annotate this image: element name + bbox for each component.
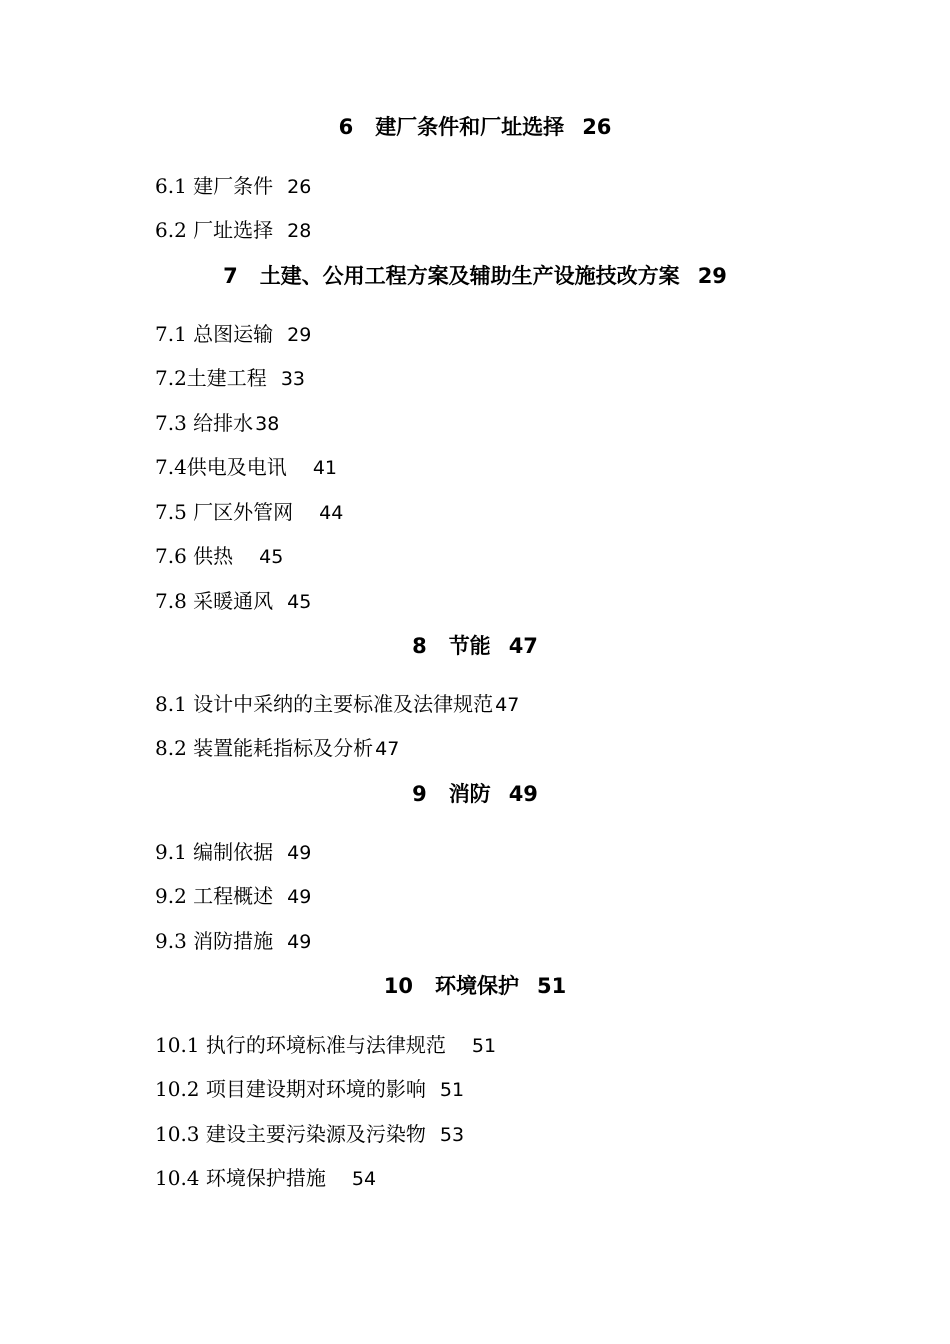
heading-page-number: 29 [697, 264, 727, 288]
heading-number: 10 [383, 974, 413, 998]
entry-label: 10.3 建设主要污染源及污染物 [155, 1122, 426, 1146]
toc-heading-10[interactable] [0, 971, 950, 1001]
entry-page-number: 33 [280, 368, 305, 390]
entry-page-number: 45 [287, 591, 312, 613]
entry-page-number: 26 [287, 176, 312, 198]
heading-page-number: 51 [537, 974, 567, 998]
toc-entry-7-5[interactable] [155, 498, 343, 527]
entry-page-number: 44 [319, 502, 344, 524]
entry-page-number: 54 [351, 1168, 377, 1190]
entry-page-number: 38 [255, 413, 280, 435]
toc-entry-8-2[interactable] [155, 734, 399, 763]
toc-entry-6-2[interactable] [155, 216, 311, 245]
entry-page-number: 49 [287, 842, 312, 864]
toc-entry-7-2[interactable] [155, 364, 305, 393]
heading-title: 节能 [448, 634, 491, 658]
entry-label: 10.1 执行的环境标准与法律规范 [155, 1033, 446, 1057]
toc-heading-6[interactable] [0, 112, 950, 142]
toc-heading-8[interactable] [0, 631, 950, 661]
toc-entry-10-2[interactable] [155, 1075, 464, 1104]
toc-entry-7-4[interactable] [155, 453, 337, 482]
entry-page-number: 28 [287, 220, 312, 242]
entry-label: 10.2 项目建设期对环境的影响 [155, 1077, 426, 1101]
heading-title: 土建、公用工程方案及辅助生产设施技改方案 [259, 264, 680, 288]
entry-label: 7.5 厂区外管网 [155, 500, 294, 524]
heading-title: 建厂条件和厂址选择 [375, 115, 565, 139]
heading-title: 环境保护 [435, 974, 519, 998]
toc-heading-9[interactable] [0, 779, 950, 809]
entry-label: 8.1 设计中采纳的主要标准及法律规范 [155, 692, 494, 716]
toc-entry-10-3[interactable] [155, 1120, 464, 1149]
entry-page-number: 47 [495, 694, 520, 716]
heading-number: 9 [412, 782, 427, 806]
entry-label: 10.4 环境保护措施 [155, 1166, 326, 1190]
entry-label: 9.3 消防措施 [155, 929, 274, 953]
entry-label: 9.1 编制依据 [155, 840, 274, 864]
entry-label: 7.8 采暖通风 [155, 589, 274, 613]
entry-label: 7.2土建工程 [155, 366, 267, 390]
entry-page-number: 51 [439, 1079, 465, 1101]
entry-label: 6.2 厂址选择 [155, 218, 274, 242]
toc-entry-10-4[interactable] [155, 1164, 376, 1193]
entry-page-number: 41 [312, 457, 337, 479]
toc-entry-7-8[interactable] [155, 587, 311, 616]
entry-page-number: 45 [259, 546, 284, 568]
entry-page-number: 53 [439, 1124, 465, 1146]
entry-label: 7.3 给排水 [155, 411, 254, 435]
toc-entry-10-1[interactable] [155, 1031, 496, 1060]
heading-number: 6 [338, 115, 354, 139]
entry-page-number: 51 [471, 1035, 497, 1057]
heading-page-number: 47 [508, 634, 538, 658]
toc-entry-7-1[interactable] [155, 320, 311, 349]
heading-title: 消防 [448, 782, 491, 806]
entry-page-number: 47 [375, 738, 400, 760]
entry-page-number: 49 [287, 931, 312, 953]
heading-number: 8 [412, 634, 427, 658]
toc-entry-8-1[interactable] [155, 690, 519, 719]
toc-heading-7[interactable] [0, 261, 950, 291]
entry-page-number: 49 [287, 886, 312, 908]
entry-label: 7.6 供热 [155, 544, 234, 568]
toc-entry-9-2[interactable] [155, 882, 311, 911]
entry-label: 7.1 总图运输 [155, 322, 274, 346]
heading-page-number: 26 [582, 115, 612, 139]
entry-page-number: 29 [287, 324, 312, 346]
toc-entry-6-1[interactable] [155, 172, 311, 201]
entry-label: 9.2 工程概述 [155, 884, 274, 908]
entry-label: 6.1 建厂条件 [155, 174, 274, 198]
toc-entry-9-3[interactable] [155, 927, 311, 956]
entry-label: 8.2 装置能耗指标及分析 [155, 736, 374, 760]
toc-entry-7-6[interactable] [155, 542, 283, 571]
toc-entry-7-3[interactable] [155, 409, 279, 438]
entry-label: 7.4供电及电讯 [155, 455, 287, 479]
toc-entry-9-1[interactable] [155, 838, 311, 867]
heading-page-number: 49 [508, 782, 538, 806]
heading-number: 7 [223, 264, 238, 288]
